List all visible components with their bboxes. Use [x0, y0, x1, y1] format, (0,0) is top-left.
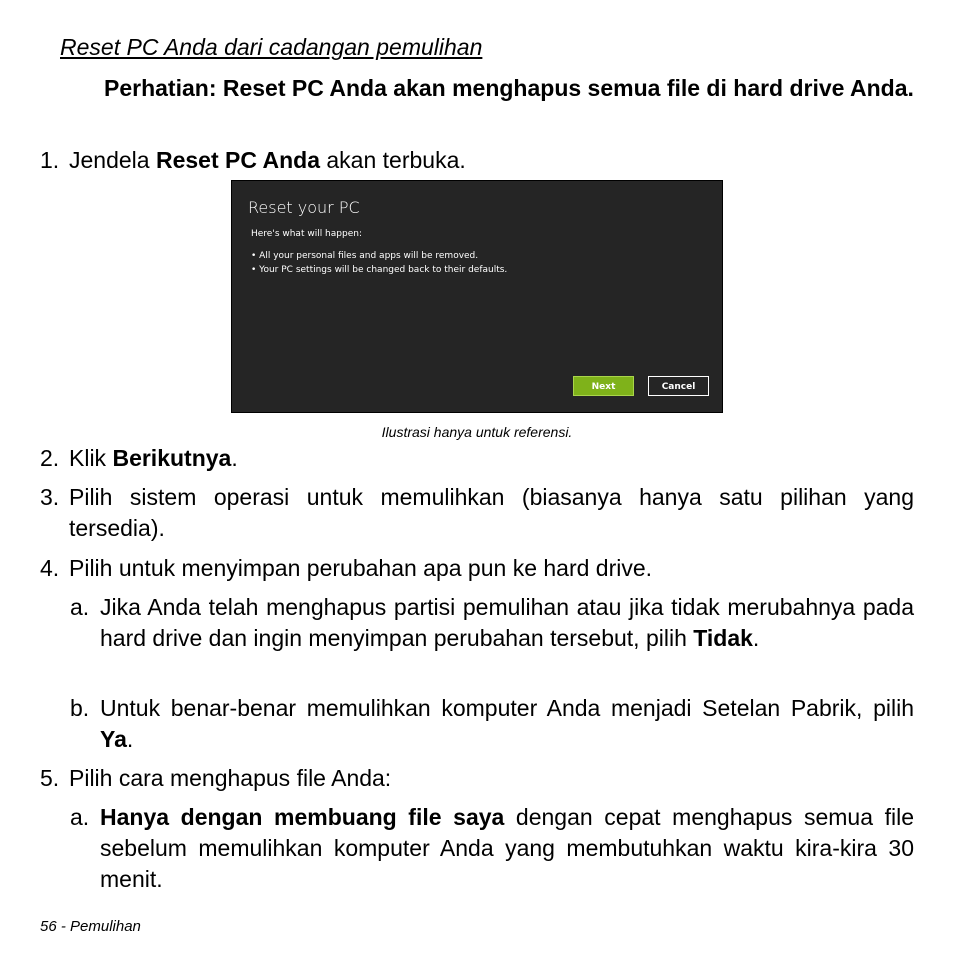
step-4b	[70, 693, 914, 755]
step-text: Klik	[69, 445, 113, 471]
step-number: 1.	[40, 147, 60, 173]
figure-caption: Ilustrasi hanya untuk referensi.	[381, 424, 573, 440]
step-number: 3.	[40, 484, 60, 510]
step-text-end: akan terbuka.	[320, 147, 466, 173]
warning-note: Perhatian: Reset PC Anda akan menghapus semua file di hard drive Anda.	[104, 75, 914, 101]
step-bold-text: Reset PC Anda	[155, 147, 320, 173]
substep-text: dengan cepat menghapus semua file sebelum memulihkan komputer Anda yang membutuhkan waktu kira-kira 30 menit.	[100, 804, 915, 892]
substep-letter: a.	[70, 804, 90, 830]
step-5	[40, 763, 914, 794]
step-3	[40, 482, 914, 544]
step-bold-text: Berikutnya	[112, 445, 232, 471]
dialog-title: Reset your PC	[248, 198, 360, 217]
substep-bold-text: Ya	[100, 726, 127, 752]
substep-bold-text: Tidak	[693, 625, 753, 651]
substep-letter: a.	[70, 594, 90, 620]
reset-pc-screenshot	[231, 180, 723, 413]
step-4	[40, 553, 914, 584]
next-button[interactable]: Next	[573, 376, 634, 396]
page-footer: 56 - Pemulihan	[40, 918, 141, 935]
step-text: Pilih sistem operasi untuk memulihkan (biasanya hanya satu pilihan yang tersedia).	[69, 484, 914, 541]
dialog-bullet-2: • Your PC settings will be changed back to their defaults.	[251, 265, 508, 275]
section-heading: Reset PC Anda dari cadangan pemulihan	[60, 34, 483, 60]
step-2	[40, 443, 914, 474]
step-number: 4.	[40, 555, 60, 581]
step-text: Jendela	[69, 147, 156, 173]
step-5a	[70, 802, 914, 895]
substep-bold-text: Hanya dengan membuang file saya	[100, 804, 505, 830]
substep-text-end: .	[126, 726, 134, 752]
step-4a	[70, 592, 914, 654]
cancel-button[interactable]: Cancel	[648, 376, 709, 396]
substep-text-end: .	[752, 625, 760, 651]
substep-text: Untuk benar-benar memulihkan komputer Anda menjadi Setelan Pabrik, pilih	[100, 695, 914, 721]
step-text: Pilih untuk menyimpan perubahan apa pun ke hard drive.	[69, 555, 653, 581]
step-number: 5.	[40, 765, 60, 791]
substep-text: Jika Anda telah menghapus partisi pemulihan atau jika tidak merubahnya pada hard drive dan ingin menyimpan perubahan tersebut, pilih	[100, 594, 914, 651]
step-text-end: .	[231, 445, 238, 471]
substep-letter: b.	[70, 695, 90, 721]
step-1	[40, 145, 914, 176]
step-text: Pilih cara menghapus file Anda:	[69, 765, 392, 791]
dialog-subtitle: Here's what will happen:	[251, 229, 362, 239]
dialog-bullet-1: • All your personal files and apps will be removed.	[251, 251, 479, 261]
step-number: 2.	[40, 445, 60, 471]
